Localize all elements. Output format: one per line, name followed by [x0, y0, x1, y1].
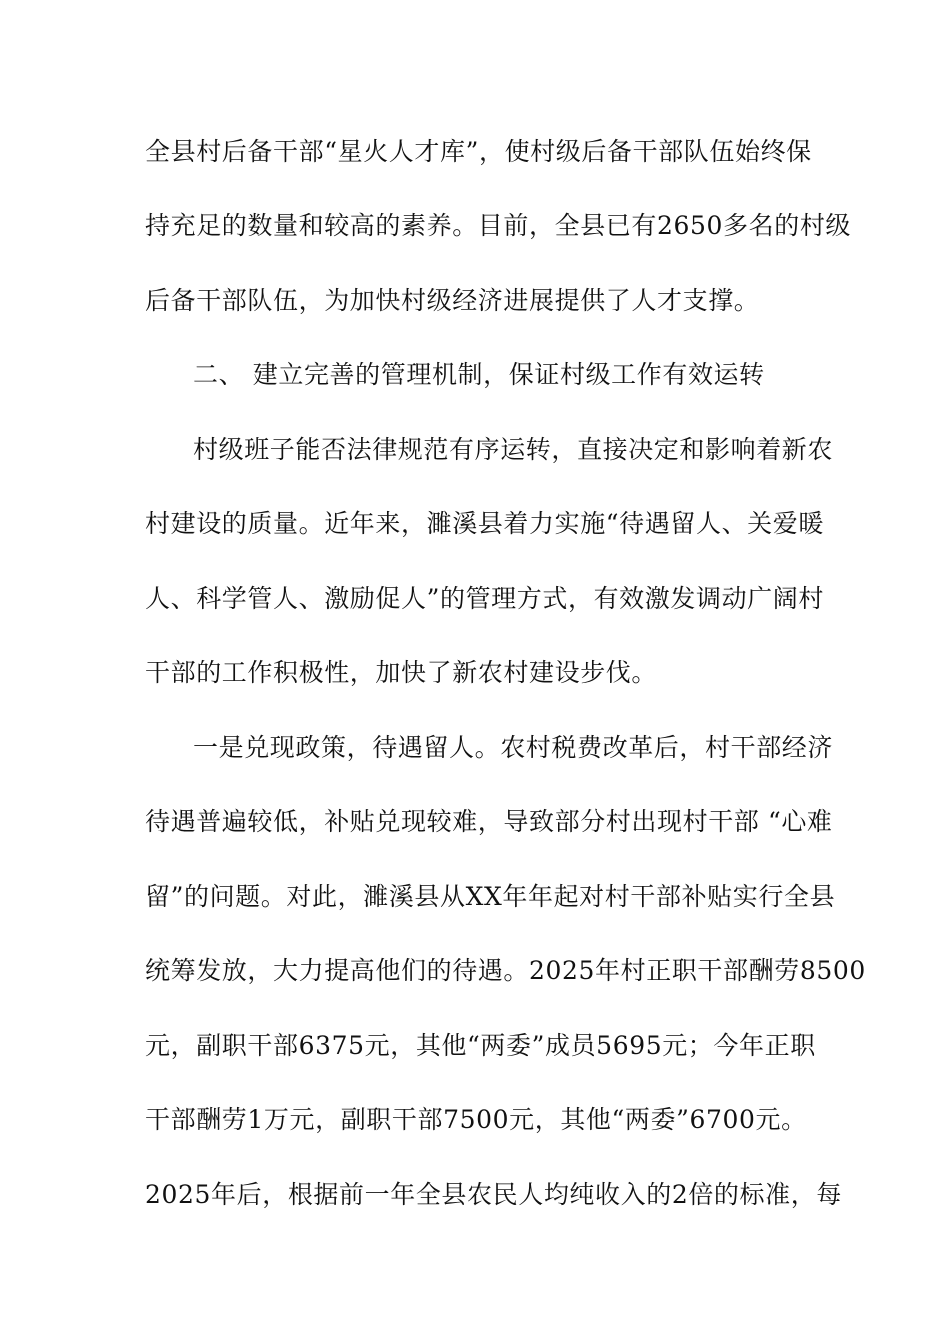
text-line: 统筹发放，大力提高他们的待遇。2025年村正职干部酬劳8500	[145, 956, 866, 985]
text-line: 元，副职干部6375元，其他“两委”成员5695元；今年正职	[145, 1031, 816, 1060]
text-line: 留”的问题。对此，濉溪县从XX年年起对村干部补贴实行全县	[145, 882, 836, 911]
text-line: 后备干部队伍，为加快村级经济进展提供了人才支撑。	[145, 286, 760, 315]
text-line: 一是兑现政策，待遇留人。农村税费改革后，村干部经济	[193, 733, 834, 762]
text-line: 干部酬劳1万元，副职干部7500元，其他“两委”6700元。	[145, 1105, 807, 1134]
text-line: 干部的工作积极性，加快了新农村建设步伐。	[145, 658, 658, 687]
text-line: 村建设的质量。近年来，濉溪县着力实施“待遇留人、关爱暖	[145, 509, 824, 538]
text-line: 村级班子能否法律规范有序运转，直接决定和影响着新农	[193, 435, 834, 464]
text-line: 持充足的数量和较高的素养。目前，全县已有2650多名的村级	[145, 211, 852, 240]
section-heading: 二、 建立完善的管理机制，保证村级工作有效运转	[193, 360, 765, 389]
text-line: 全县村后备干部“星火人才库”，使村级后备干部队伍始终保	[145, 137, 812, 166]
text-line: 人、科学管人、激励促人”的管理方式，有效激发调动广阔村	[145, 584, 824, 613]
text-line: 2025年后，根据前一年全县农民人均纯收入的2倍的标准，每	[145, 1180, 842, 1209]
text-line: 待遇普遍较低，补贴兑现较难，导致部分村出现村干部 “心难	[145, 807, 833, 836]
